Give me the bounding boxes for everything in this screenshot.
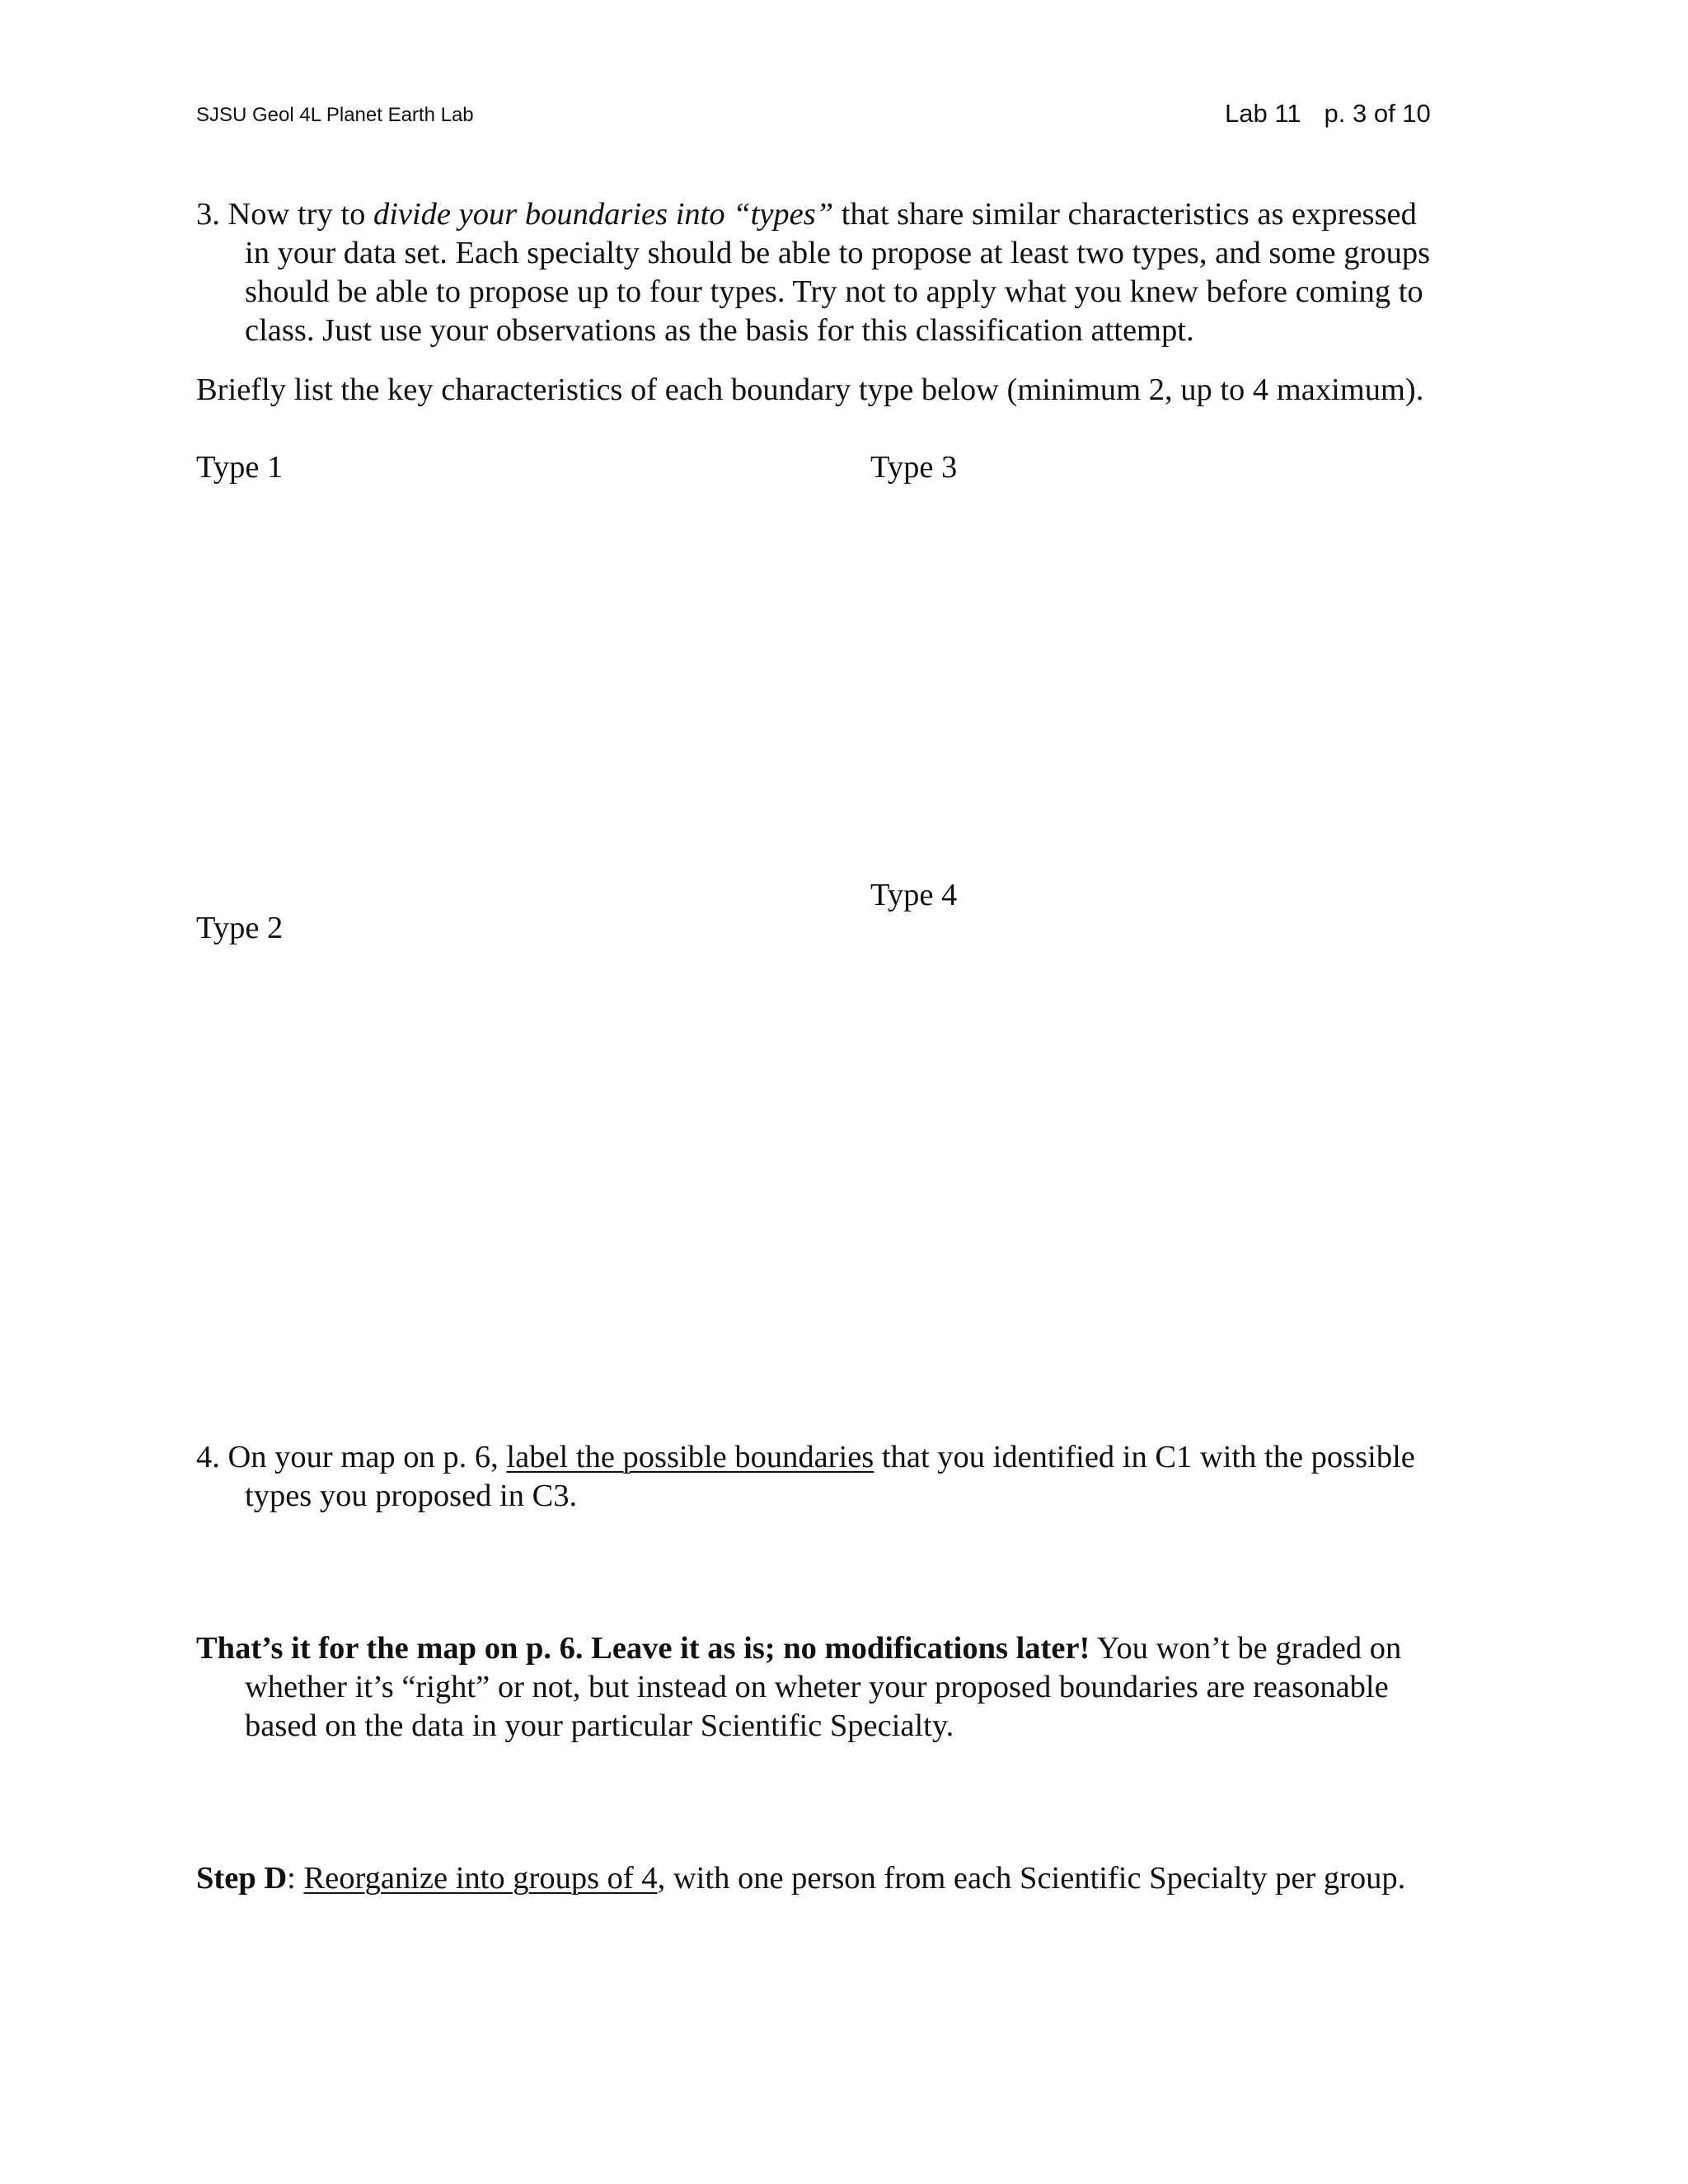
question-4-text-cont: that you identified in C1 with the possible	[874, 1440, 1415, 1474]
map-note-line-3: based on the data in your particular Scientific Specialty.	[245, 1708, 954, 1743]
step-d-underlined: Reorganize into groups of 4	[303, 1861, 658, 1896]
type-2-label: Type 2	[196, 911, 284, 945]
instruction: Briefly list the key characteristics of each boundary type below (minimum 2, up to 4 maximum).	[196, 373, 1424, 407]
question-3-line-4: class. Just use your observations as the basis for this classification attempt.	[245, 313, 1194, 348]
header-course: SJSU Geol 4L Planet Earth Lab	[196, 104, 474, 126]
question-3-line-3: should be able to propose up to four types. Try not to apply what you knew before coming to	[245, 274, 1423, 309]
question-3-line-2: in your data set. Each specialty should be able to propose at least two types, and some groups	[245, 236, 1431, 270]
question-4	[196, 1438, 1482, 1516]
header-page-info	[1225, 99, 1431, 129]
map-note-bold: That’s it for the map on p. 6. Leave it as is; no modifications later!	[196, 1631, 1090, 1666]
question-4-line-2: types you proposed in C3.	[245, 1479, 578, 1513]
question-3	[196, 195, 1482, 350]
question-3-text-cont: that share similar characteristics as expressed	[833, 197, 1417, 232]
type-3-label: Type 3	[870, 450, 958, 485]
question-4-underlined: label the possible boundaries	[506, 1440, 874, 1474]
question-3-text: 3. Now try to	[196, 197, 373, 232]
header-page-number: p. 3 of 10	[1324, 99, 1431, 128]
type-1-label: Type 1	[196, 450, 284, 485]
map-note	[196, 1629, 1482, 1746]
step-d	[196, 1859, 1482, 1898]
question-3-line-1	[196, 195, 1482, 234]
type-4-label: Type 4	[870, 878, 958, 912]
step-d-label: Step D	[196, 1861, 288, 1896]
question-4-line-1	[196, 1438, 1482, 1477]
step-d-colon: :	[287, 1861, 304, 1896]
step-d-text: , with one person from each Scientific Specialty per group.	[657, 1861, 1406, 1896]
map-note-text: You won’t be graded on	[1090, 1631, 1402, 1666]
question-4-text: 4. On your map on p. 6,	[196, 1440, 507, 1474]
header-lab: Lab 11	[1225, 99, 1301, 128]
map-note-line-1	[196, 1629, 1482, 1668]
question-3-emphasis: divide your boundaries into “types”	[373, 197, 834, 232]
map-note-line-2: whether it’s “right” or not, but instead on wheter your proposed boundaries are reasonable	[245, 1670, 1389, 1704]
step-d-line	[196, 1859, 1482, 1898]
